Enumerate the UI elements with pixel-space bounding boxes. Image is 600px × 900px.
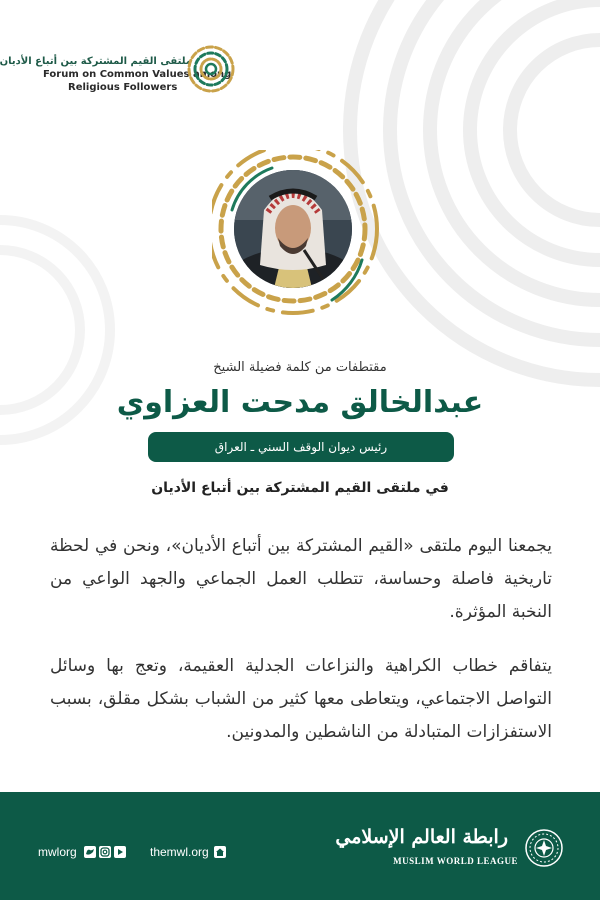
- website-link[interactable]: [150, 844, 226, 860]
- forum-name-english-line2: Religious Followers: [68, 82, 178, 93]
- forum-name-english-line1: Forum on Common Values among: [43, 69, 232, 80]
- event-name: في ملتقى القيم المشتركة بين أتباع الأديان: [151, 480, 449, 496]
- forum-name-arabic: ملتقى القيم المشتركة بين أتباع الأديان: [0, 56, 192, 67]
- speaker-position-badge: [148, 432, 454, 462]
- forum-logo: [0, 40, 240, 100]
- social-handle[interactable]: mwlorg: [38, 845, 77, 859]
- twitter-icon[interactable]: [84, 846, 96, 858]
- speaker-photo: [234, 170, 352, 288]
- speaker-name: عبدالخالق مدحت العزاوي: [116, 385, 484, 420]
- home-icon[interactable]: [214, 846, 226, 858]
- mwl-emblem-icon: [524, 828, 564, 868]
- org-name-english: MUSLIM WORLD LEAGUE: [393, 856, 518, 866]
- social-links: [38, 844, 126, 860]
- speaker-subtitle: مقتطفات من كلمة فضيلة الشيخ: [213, 360, 387, 375]
- quote-paragraph-1: يجمعنا اليوم ملتقى «القيم المشتركة بين أتباع الأديان»، ونحن في لحظة تاريخية فاصلة وحساسة، تتطلب العمل الجماعي والجهد الواعي من النخبة المؤثرة.: [50, 536, 552, 622]
- instagram-icon[interactable]: [99, 846, 111, 858]
- speaker-position: رئيس ديوان الوقف السني ـ العراق: [214, 440, 388, 454]
- footer-bar: [0, 792, 600, 900]
- website-url[interactable]: themwl.org: [150, 845, 209, 859]
- org-name-arabic: رابطة العالم الإسلامي: [335, 826, 508, 848]
- quote-paragraph-2: يتفاقم خطاب الكراهية والنزاعات الجدلية العقيمة، وتعج بها وسائل التواصل الاجتماعي، ويتعاطى معها كثير من الشباب بشكل مقلق، بسبب الاستفزازات المتبادلة من الناشطين والمدونين.: [50, 656, 552, 742]
- concentric-rings-icon: [186, 44, 236, 94]
- youtube-icon[interactable]: [114, 846, 126, 858]
- speaker-portrait-frame: [212, 150, 392, 330]
